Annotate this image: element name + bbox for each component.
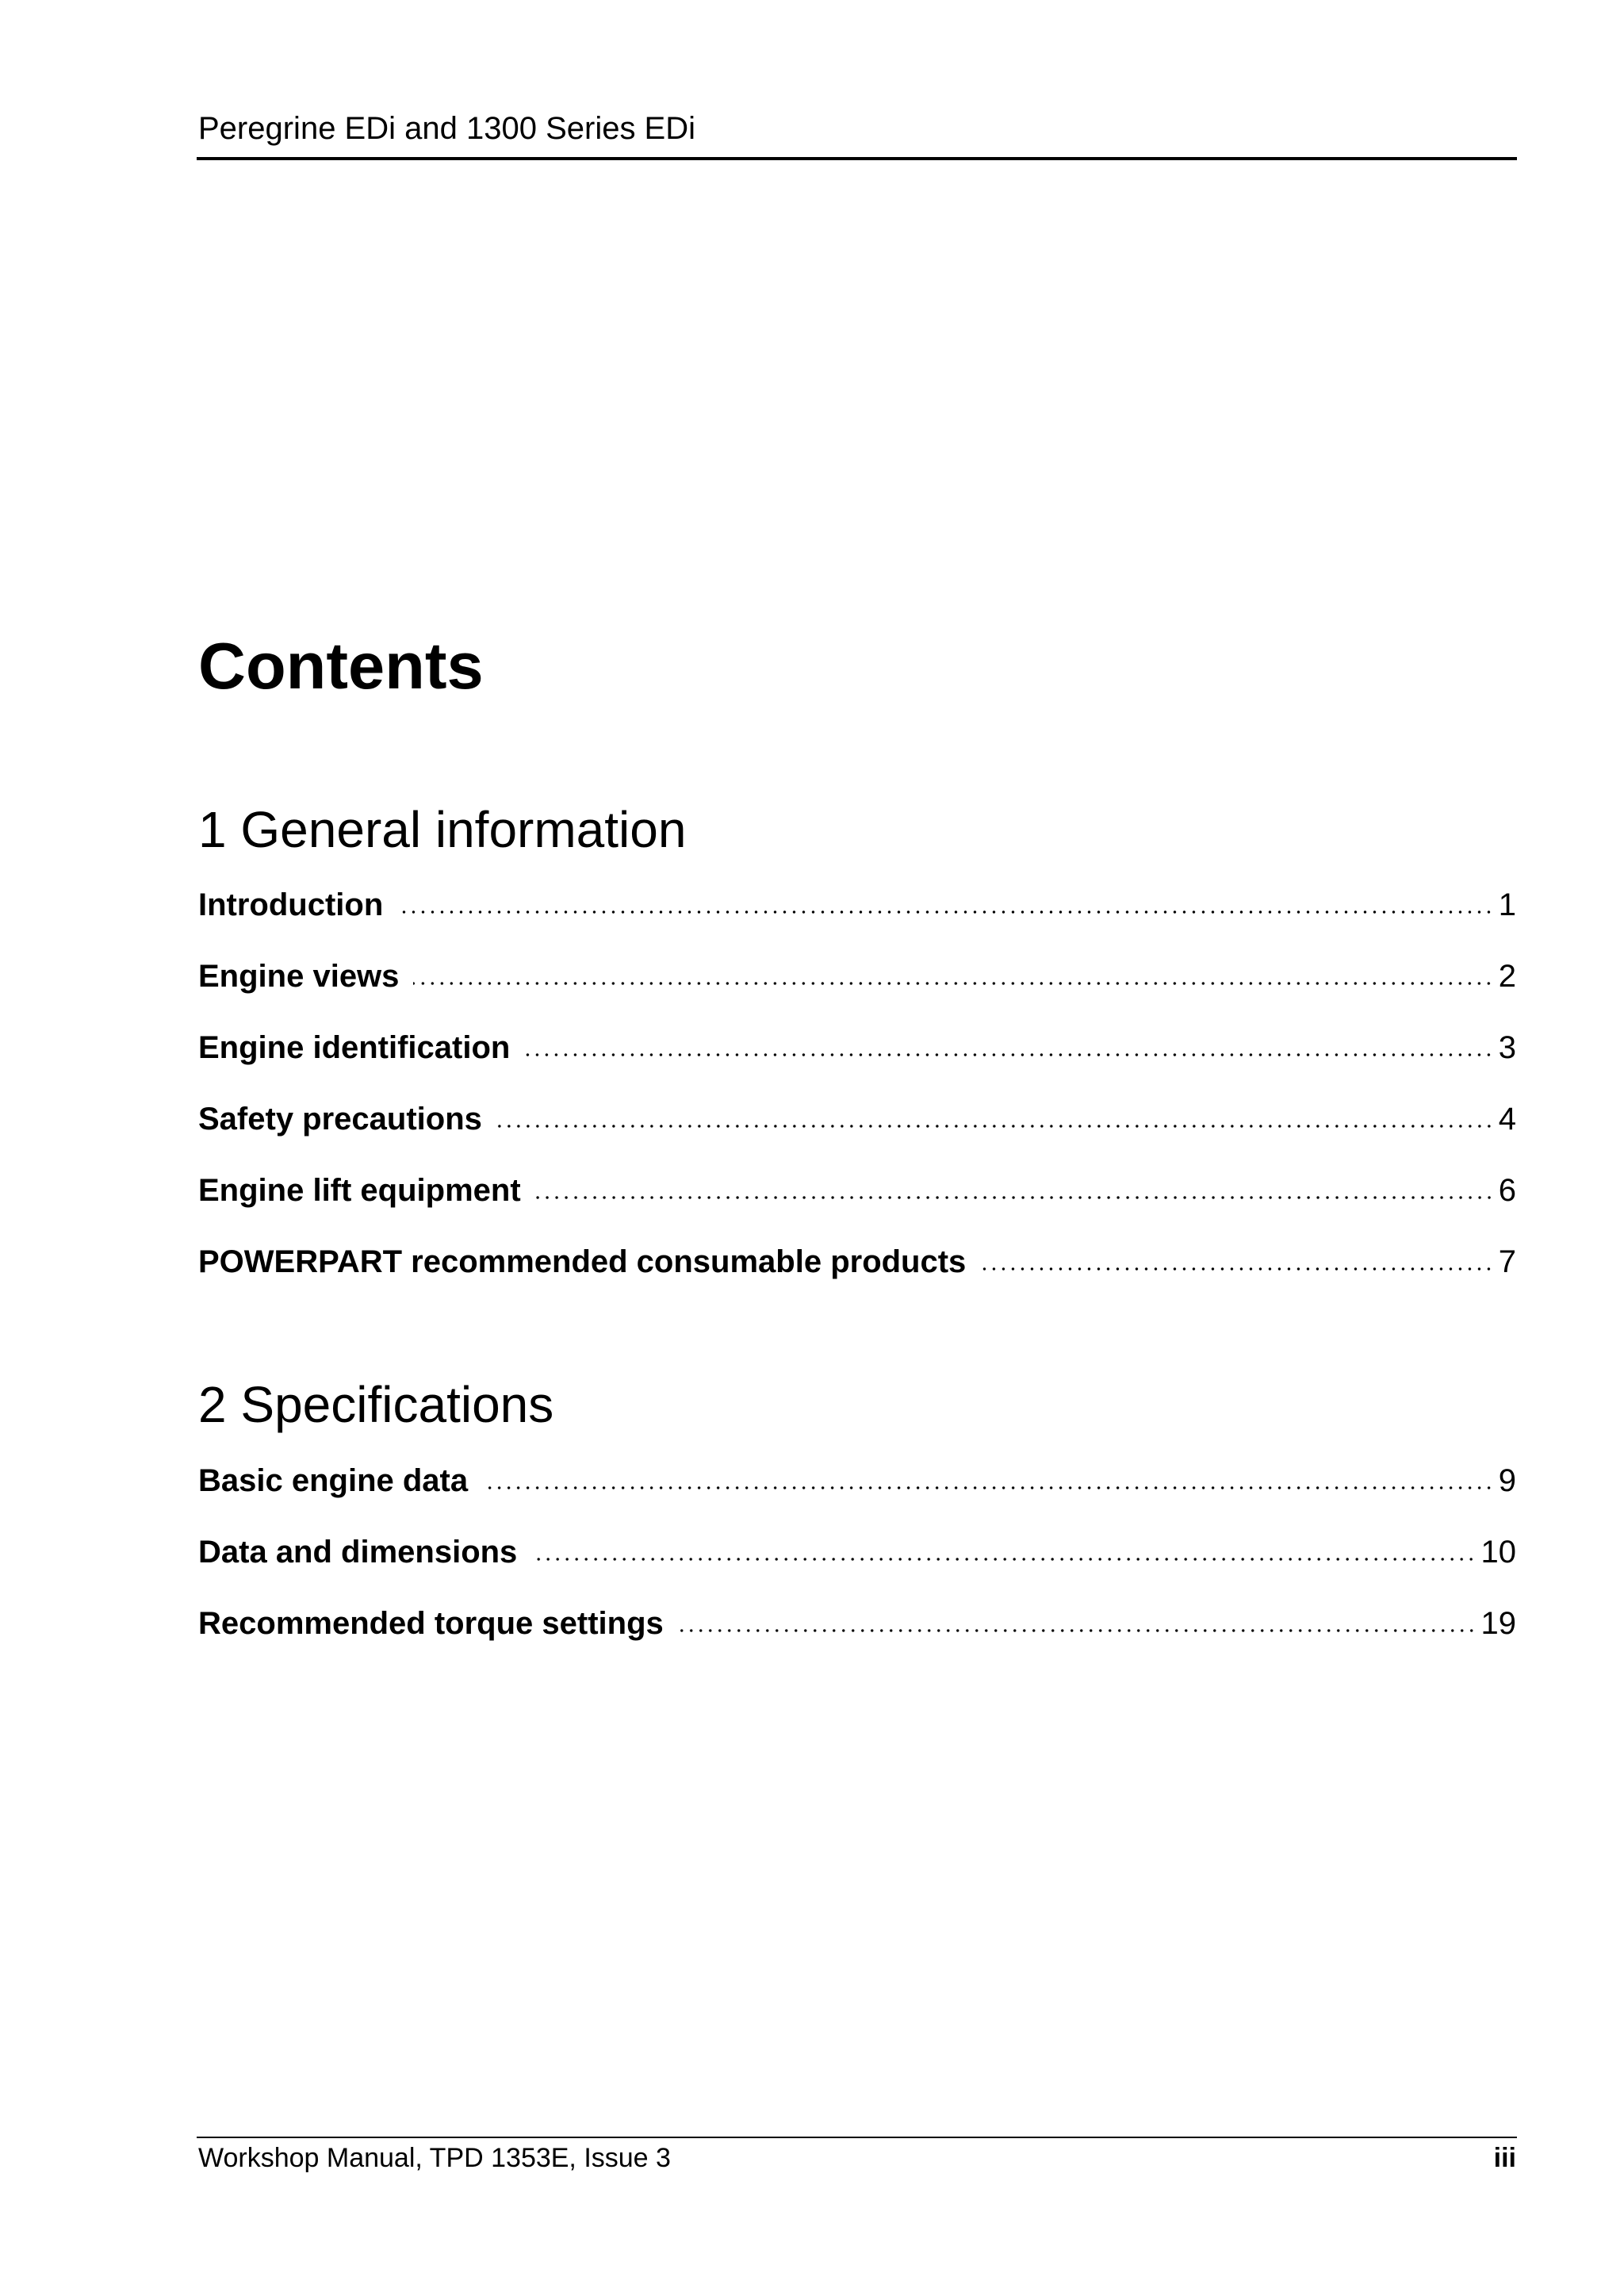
section-heading-specifications: 2 Specifications [198,1376,554,1433]
toc-entry[interactable] [198,1029,1516,1100]
toc-entry-label[interactable]: Engine lift equipment [198,1173,521,1208]
page-title: Contents [198,629,484,703]
dot-leader [980,1243,1493,1281]
section-heading-general-information: 1 General information [198,801,687,858]
toc-entry-page[interactable]: 9 [1498,1463,1516,1498]
toc-entry-page[interactable]: 1 [1498,887,1516,922]
toc-entry-label[interactable]: POWERPART recommended consumable products [198,1244,967,1279]
toc-entry-page[interactable]: 6 [1498,1173,1516,1208]
toc-entry-label[interactable]: Safety precautions [198,1102,482,1137]
toc-entry-label[interactable]: Engine identification [198,1030,511,1065]
dot-leader [524,1029,1493,1067]
toc-entry-page[interactable]: 4 [1498,1102,1516,1137]
dot-leader [397,886,1493,924]
toc-entry[interactable] [198,1604,1516,1676]
toc-entry-label[interactable]: Introduction [198,887,384,922]
toc-entry-label[interactable]: Engine views [198,959,400,994]
toc-list-specifications [198,1462,1516,1676]
dot-leader [531,1533,1476,1571]
toc-entry[interactable] [198,1171,1516,1243]
toc-entry[interactable] [198,1100,1516,1171]
toc-entry-page[interactable]: 7 [1498,1244,1516,1279]
toc-list-general-information [198,886,1516,1314]
footer-document-info: Workshop Manual, TPD 1353E, Issue 3 [198,2143,671,2173]
dot-leader [535,1171,1494,1209]
toc-entry-page[interactable]: 19 [1480,1606,1516,1641]
toc-entry-page[interactable]: 3 [1498,1030,1516,1065]
toc-entry[interactable] [198,957,1516,1029]
toc-entry-page[interactable]: 10 [1480,1535,1516,1570]
header-rule [197,157,1517,160]
footer-rule [197,2137,1517,2138]
toc-entry[interactable] [198,1243,1516,1314]
footer-page-number: iii [1493,2143,1516,2173]
toc-entry-label[interactable]: Recommended torque settings [198,1606,664,1641]
running-header: Peregrine EDi and 1300 Series EDi [198,111,696,146]
toc-entry-label[interactable]: Data and dimensions [198,1535,518,1570]
dot-leader [678,1604,1477,1642]
toc-entry-label[interactable]: Basic engine data [198,1463,469,1498]
toc-entry[interactable] [198,1533,1516,1604]
dot-leader [496,1100,1494,1138]
dot-leader [482,1462,1494,1500]
dot-leader [413,957,1493,995]
toc-entry[interactable] [198,1462,1516,1533]
toc-entry[interactable] [198,886,1516,957]
toc-entry-page[interactable]: 2 [1498,959,1516,994]
